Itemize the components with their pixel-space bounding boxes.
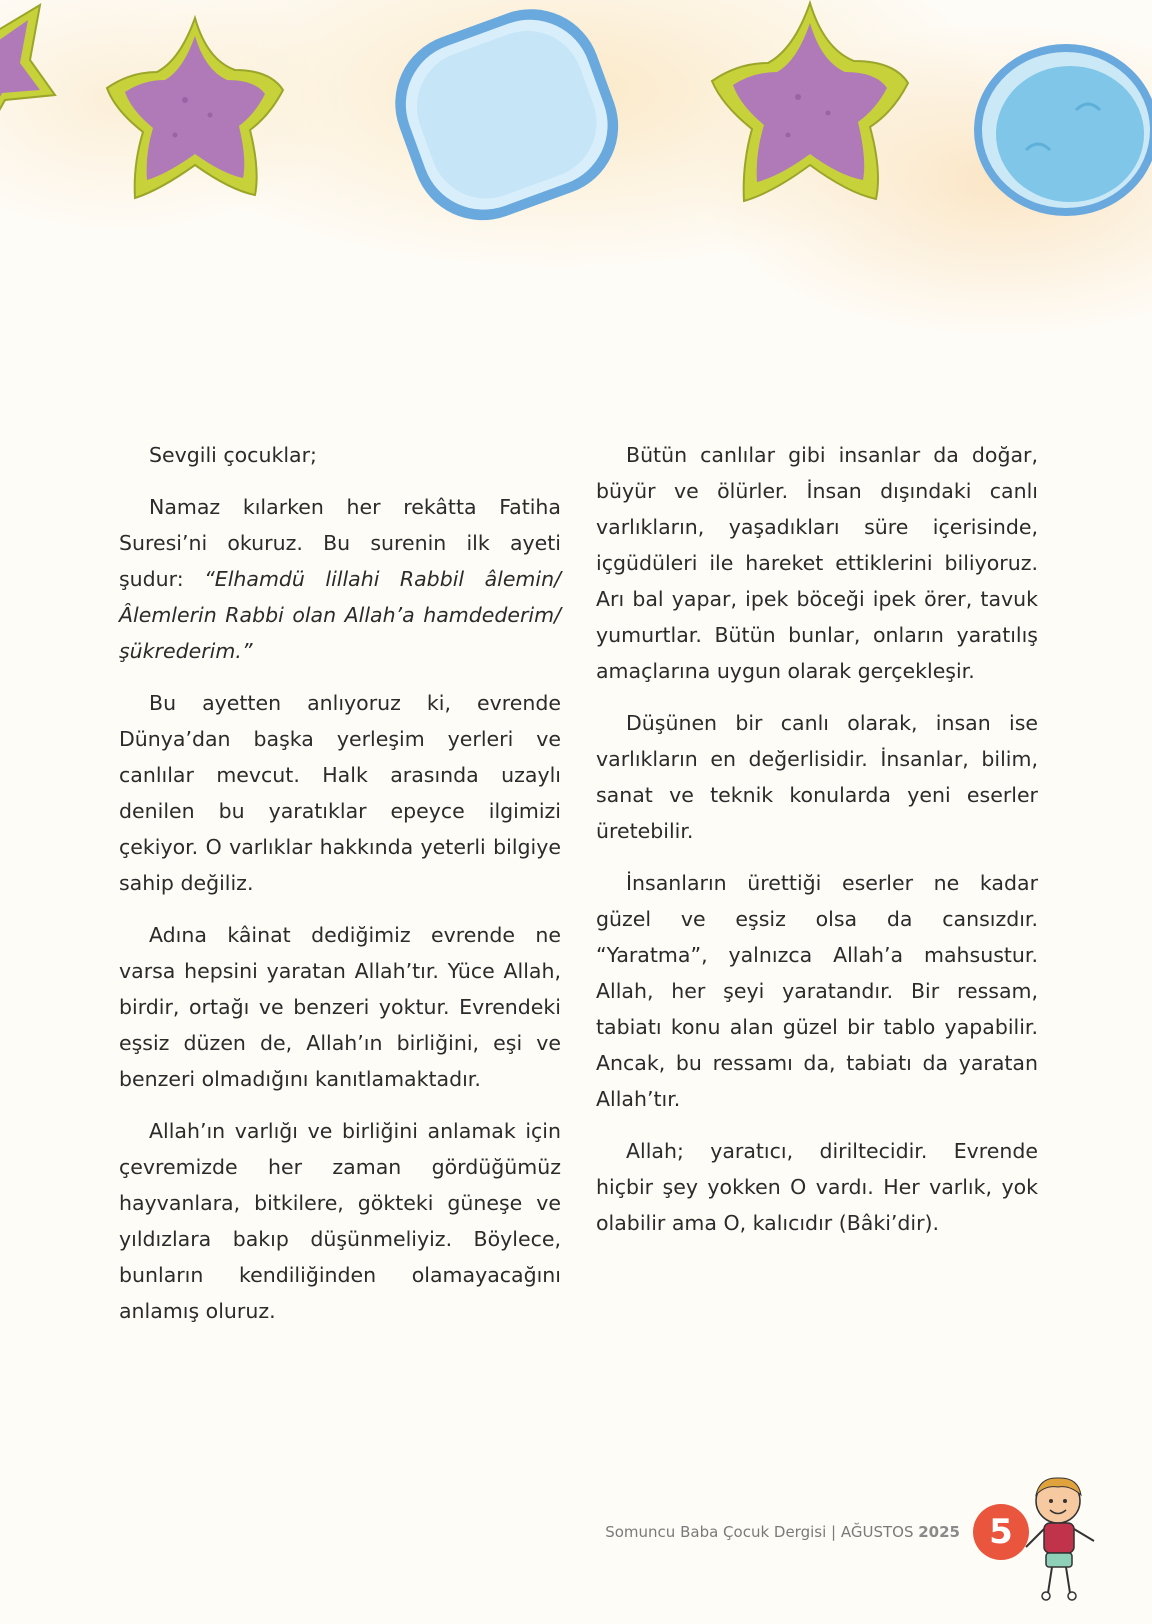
article-paragraph — [119, 489, 561, 669]
quote-text: “Elhamdü lillahi Rabbil âlemin/Âlemlerin Rabbi olan Allah’a hamdederim/şükrederim.” — [119, 567, 561, 663]
page-number-badge: 5 — [973, 1504, 1029, 1560]
article-paragraph: Allah’ın varlığı ve birliğini anlamak için çevremizde her zaman gördüğümüz hayvanlara, bitkilere, gökteki güneşe ve yıldızlara bakıp düşünmeliyiz. Böylece, bunların kendiliğinden olamayacağını anlamış oluruz. — [119, 1119, 561, 1323]
article-paragraph: Adına kâinat dediğimiz evrende ne varsa hepsini yaratan Allah’tır. Yüce Allah, birdir, ortağı ve benzeri yoktur. Evrendeki eşsiz düzen de, Allah’ın birliğini, eşi ve benzeri olmadığını kanıtlamaktadır. — [119, 923, 561, 1091]
starfish-icon — [712, 3, 908, 201]
starfish-icon — [0, 0, 55, 145]
article-paragraph: Düşünen bir canlı olarak, insan ise varlıkların en değerlisidir. İnsanlar, bilim, sanat ve teknik konularda yeni eserler üretebilir. — [596, 711, 1038, 843]
cartoon-kid-icon — [1020, 1475, 1110, 1615]
footer-magazine-info — [600, 1523, 960, 1541]
pool-float-icon — [376, 0, 638, 240]
issue-year: 2025 — [918, 1523, 960, 1541]
header-decorations — [0, 0, 1152, 240]
article-paragraph: Bu ayetten anlıyoruz ki, evrende Dünya’dan başka yerleşim yerleri ve canlılar mevcut. Halk arasında uzaylı denilen bu yaratıklar epeyce ilgimizi çekiyor. O varlıklar hakkında yeterli bilgiye sahip değiliz. — [119, 691, 561, 895]
article-paragraph-text: Namaz kılarken her rekâtta Fatiha Suresi’ni okuruz. Bu surenin ilk ayeti şudur: — [119, 495, 561, 591]
magazine-name: Somuncu Baba Çocuk Dergisi | AĞUSTOS — [605, 1523, 914, 1541]
article-right-column — [596, 437, 1038, 1257]
article-left-column — [119, 437, 561, 1345]
round-pool-icon — [974, 44, 1152, 216]
article-paragraph: Bütün canlılar gibi insanlar da doğar, büyür ve ölürler. İnsan dışındaki canlı varlıkların, yaşadıkları süre içerisinde, içgüdüleri ile hareket ettiklerini biliyoruz. Arı bal yapar, ipek böceği ipek örer, tavuk yumurtlar. Bütün bunlar, onların yaratılış amaçlarına uygun olarak gerçekleşir. — [596, 443, 1038, 683]
article-paragraph: İnsanların ürettiği eserler ne kadar güzel ve eşsiz olsa da cansızdır. “Yaratma”, yalnızca Allah’a mahsustur. Allah, her şeyi yaratandır. Bir ressam, tabiatı konu alan güzel bir tablo yapabilir. Ancak, bu ressamı da, tabiatı da yaratan Allah’tır. — [596, 871, 1038, 1111]
article-paragraph: Sevgili çocuklar; — [149, 443, 317, 467]
starfish-icon — [107, 18, 283, 198]
article-paragraph: Allah; yaratıcı, diriltecidir. Evrende hiçbir şey yokken O vardı. Her varlık, yok olabilir ama O, kalıcıdır (Bâki’dir). — [596, 1139, 1038, 1235]
